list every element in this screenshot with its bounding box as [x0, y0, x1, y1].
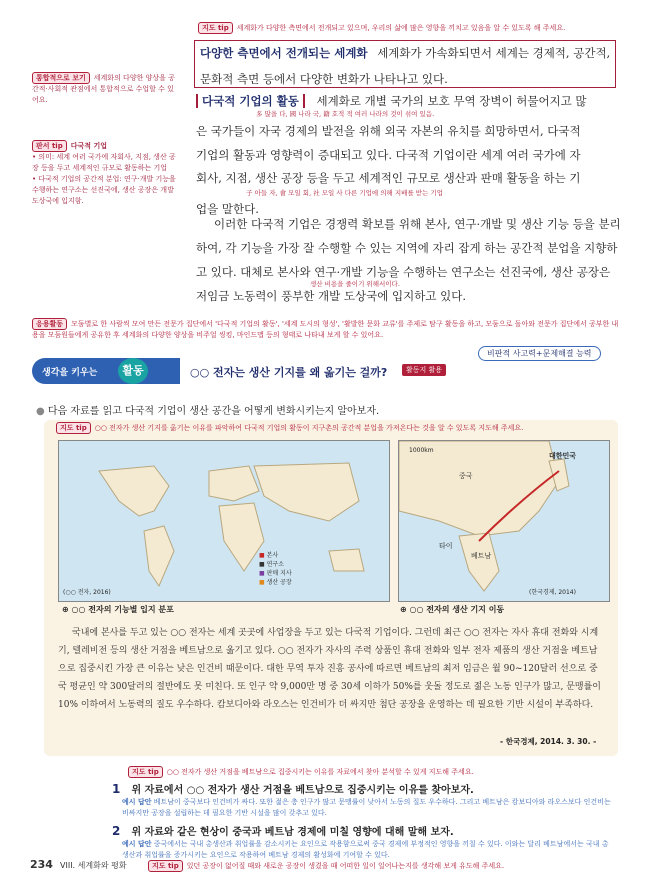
scale: 1000km: [409, 447, 434, 454]
para-1: 세계화가 가속화되면서 세계는 경제적, 공간적, 문화적 측면 등에서 다양한 변화가 나타나고 있다.: [200, 46, 611, 86]
tip-3: [128, 766, 608, 778]
world-map: [58, 440, 390, 602]
caption-text: ○○ 전자의 생산 기지 이동: [409, 605, 505, 614]
map2-caption: ⊕ ○○ 전자의 생산 기지 이동: [400, 605, 505, 614]
sub-heading: 다국적 기업의 활동: [196, 94, 305, 108]
map-legend: ■ 본사 ■ 연구소 ■ 판매 지사 ■ 생산 공장: [259, 552, 292, 586]
tip-text: ○○ 전자가 생산 기지를 옮기는 이유를 파악하여 다국적 기업의 활동이 지구촌의 공간적 분업을 가져온다는 것을 알 수 있도록 지도해 주세요.: [94, 424, 524, 432]
instruction: [36, 402, 379, 417]
map1-caption: ⊕ ○○ 전자의 기능별 입지 분포: [62, 605, 174, 614]
section-title: 다양한 측면에서 전개되는 세계화: [200, 46, 368, 60]
legend-item: 생산 공장: [266, 579, 292, 586]
question-number: 1: [112, 782, 121, 796]
page-number: 234: [30, 858, 53, 871]
applied-tag: 응용활동: [32, 318, 67, 330]
activity-banner: [32, 356, 624, 386]
world-map-svg: [59, 441, 389, 601]
map-label: 타이: [439, 542, 453, 550]
answer-label: 예시 답안: [122, 840, 152, 848]
side-note-board: [32, 140, 180, 207]
map-label: 중국: [459, 472, 473, 480]
side-text: 세계화의 다양한 양상을 공간적·사회적 관점에서 통합적으로 수업할 수 있어요.: [32, 74, 175, 104]
side-tag: 통합적으로 보기: [32, 72, 90, 84]
applied-text: 모둠별로 한 사람씩 모여 만든 전문가 집단에서 '다국적 기업의 활동', '세계 도시의 형성', '활발한 문화 교류'를 주제로 탐구 활동을 하고, 모둠으로 돌아와 전문가 집단에서 공부한 내용을 모둠원들에게 공유한 후 세계화의 다양한 양상을 비주얼 씽킹, 마인드맵 등의 형태로 나타내 보게 할 수 있어요.: [32, 320, 619, 339]
answer: [112, 839, 612, 861]
para-2-line: 회사, 지점, 생산 공장 등을 두고 세계적인 규모로 생산과 판매 활동을 하는 기: [196, 171, 581, 185]
bullet-icon: ●: [36, 406, 45, 417]
caption-text: ○○ 전자의 기능별 입지 분포: [71, 605, 174, 614]
applied-activity: [32, 318, 624, 341]
reading-passage: 국내에 본사를 두고 있는 ○○ 전자는 세계 곳곳에 사업장을 두고 있는 다국적 기업이다. 그런데 최근 ○○ 전자는 자사 휴대 전화와 시계기, 텔레비전 등의 생산 거점을 베트남으로 옮기고 있다. ○○ 전자가 자사의 주력 상품인 휴대 전화와 일부 전자 제품의 생산 거점을 베트남으로 집중시킨 가장 큰 이유는 낮은 인건비 때문이다. 대한 무역 투자 진흥 공사에 따르면 베트남의 최저 임금은 월 90~120달러 선으로 중국 평균인 약 300달러의 절반에도 못 미친다. 또 인구 약 9,000만 명 중 30세 이하가 50%를 웃돌 정도로 젊은 노동 인구가 많고, 문맹률이 10% 이하여서 노동력의 질도 우수하다. 캄보디아와 라오스는 인건비가 더 싸지만 첨단 공장을 운영하는 데 필요한 기반 시설이 부족하다.: [58, 628, 601, 710]
tip-tag: 지도 tip: [128, 766, 163, 778]
banner-left: 생각을 키우는: [42, 368, 98, 378]
answer-label: 예시 답안: [122, 798, 152, 806]
para-2-line: 세계화로 개별 국가의 보호 무역 장벽이 허물어지고 많: [316, 94, 587, 108]
legend-item: 연구소: [266, 561, 284, 568]
chapter-label: VIII. 세계화와 평화: [60, 861, 127, 870]
side-item: • 다국적 기업의 공간적 분업: 연구·개발 기능을 수행하는 연구소는 선진국에, 생산 공장은 개발 도상국에 입지함.: [32, 175, 176, 205]
tip-tag: 지도 tip: [198, 22, 233, 34]
answer-text: 베트남이 중국보다 인건비가 싸다. 또한 젊은 층 인구가 많고 문맹률이 낮아서 노동의 질도 우수하다. 그리고 베트남은 캄보디아와 라오스보다 인건비는 비싸지만 공장을 설립하는 데 필요한 기반 시설을 많이 갖추고 있다.: [122, 798, 611, 817]
answer: [112, 797, 612, 819]
activity-title: ○○ 전자는 생산 기지를 왜 옮기는 걸까?: [190, 366, 388, 379]
para-2-line: 은 국가들이 자국 경제의 발전을 위해 외국 자본의 유치를 희망하면서, 다국적: [196, 124, 581, 138]
asia-map: [398, 440, 610, 602]
tip-tag: 지도 tip: [56, 422, 91, 434]
instruction-text: 다음 자료를 읽고 다국적 기업이 생산 공간을 어떻게 변화시키는지 알아보자.: [47, 406, 380, 417]
tip-2: [56, 422, 616, 434]
gloss: 多 많을 다, 國 나라 국, 籍 호적 적 여러 나라의 것이 섞여 있음.: [256, 110, 435, 118]
main-body: [196, 40, 622, 92]
para-2-line: 기업의 활동과 영향력이 증대되고 있다. 다국적 기업이란 세계 여러 국가에 자: [196, 148, 581, 162]
answer-text: 중국에서는 국내 총생산과 취업률을 감소시키는 요인으로 작용함으로써 중국 경제에 부정적인 영향을 끼칠 수 있다. 이와는 달리 베트남에서는 국내 총생산과 취업률을 증가시키는 요인으로 작용하여 베트남 경제의 활성화에 기여할 수 있다.: [122, 840, 609, 859]
map-source: (○○ 전자, 2016): [63, 589, 111, 596]
side-title: 다국적 기업: [70, 142, 107, 150]
para-2: [196, 92, 622, 220]
asia-map-svg: [399, 441, 609, 601]
side-tag: 판서 tip: [32, 140, 67, 152]
question-number: 2: [112, 824, 121, 838]
tip-4: [148, 860, 618, 872]
map-label: 대한민국: [549, 452, 577, 460]
top-tip: [198, 22, 618, 34]
para-3: 이러한 다국적 기업은 경쟁력 확보를 위해 본사, 연구·개발 및 생산 기능 등을 분리하여, 각 기능을 가장 잘 수행할 수 있는 지역에 자리 잡게 하는 공간적 분업을 지향하고 있다. 대체로 본사와 연구·개발 기능을 수행하는 연구소는 선진국에, 생산 공장은 저임금 노동력이 풍부한 개발 도상국에 입지하고 있다.: [196, 217, 621, 303]
reading-source: - 한국경제, 2014. 3. 30. -: [500, 737, 597, 746]
tip-tag: 지도 tip: [148, 860, 183, 872]
para-2-line: 업을 말한다.: [196, 202, 259, 216]
map-label: 베트남: [471, 552, 492, 560]
gloss: 子 아들 자, 會 모일 회, 社 모일 사 다른 기업에 의해 지배를 받는 기업: [246, 189, 443, 197]
map-source: (한국경제, 2014): [529, 589, 576, 596]
legend-item: 본사: [266, 552, 279, 559]
question-text: 위 자료와 같은 현상이 중국과 베트남 경제에 미칠 영향에 대해 말해 보자.: [131, 827, 454, 838]
legend-item: 판매 지사: [266, 570, 292, 577]
tip-text: 세계화가 다양한 측면에서 전개되고 있으며, 우리의 삶에 많은 영향을 끼치고 있음을 알 수 있도록 해 주세요.: [236, 24, 566, 32]
gloss: 생산 비용을 줄이기 위해서이다.: [310, 280, 400, 288]
side-item: • 의미: 세계 여러 국가에 자회사, 지점, 생산 공장 등을 두고 세계적인 규모로 활동하는 기업: [32, 153, 176, 172]
worksheet-chip: 활동지 활용: [402, 364, 446, 376]
competency-badge: 비판적 사고력+문제해결 능력: [478, 346, 601, 361]
section-box: [194, 40, 616, 88]
question-text: 위 자료에서 ○○ 전자가 생산 거점을 베트남으로 집중시키는 이유를 찾아보자.: [131, 785, 474, 796]
question-2: [112, 820, 612, 861]
side-note-integrated: [32, 72, 180, 106]
tip-text: 있던 공장이 없어질 때와 새로운 공장이 생겼을 때 어떠한 일이 일어나는지를 생각해 보게 유도해 주세요.: [186, 862, 505, 870]
question-1: [112, 778, 612, 819]
tip-text: ○○ 전자가 생산 거점을 베트남으로 집중시키는 이유를 자료에서 찾아 분석할 수 있게 지도해 주세요.: [166, 768, 474, 776]
banner-word: 활동: [118, 358, 148, 384]
